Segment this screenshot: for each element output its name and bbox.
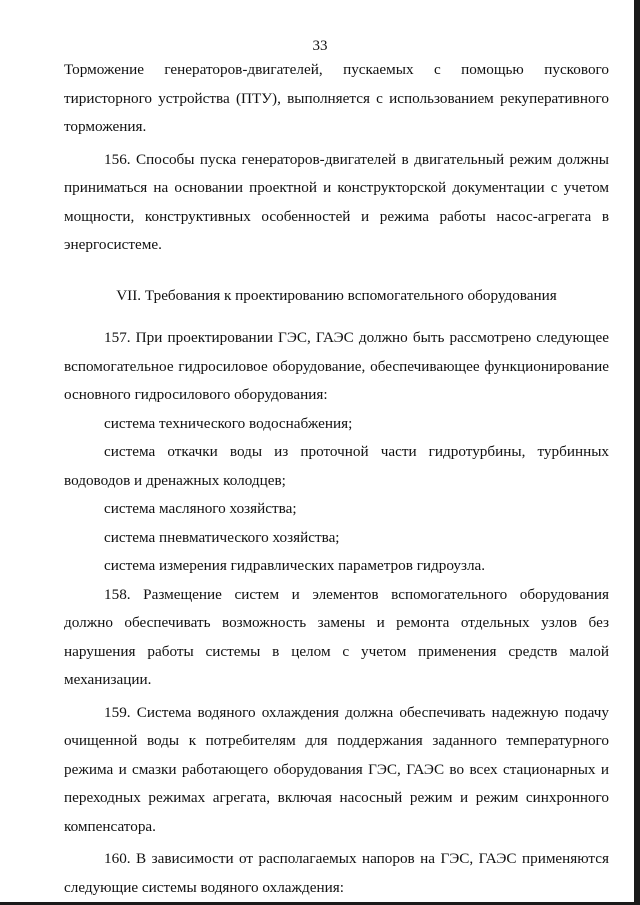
paragraph-157: 157. При проектировании ГЭС, ГАЭС должно быть рассмотрено следующее вспомогательное гидросиловое оборудование, обеспечивающее функционирование основного гидросилового оборудования:: [64, 329, 609, 403]
paragraph-158: 158. Размещение систем и элементов вспомогательного оборудования должно обеспечивать возможность замены и ремонта отдельных узлов без нарушения работы системы в целом с учетом применения средств малой механизации.: [64, 585, 609, 688]
paragraph-continuation: тиристорного устройства (ПТУ), выполняется с использованием рекуперативного торможения.: [64, 89, 609, 135]
page-number: 33: [312, 38, 328, 54]
list-item-water-supply: система технического водоснабжения;: [104, 414, 353, 432]
paragraph-160: 160. В зависимости от располагаемых напоров на ГЭС, ГАЭС применяются следующие системы водяного охлаждения:: [64, 850, 609, 896]
list-item-measurement: система измерения гидравлических параметров гидроузла.: [104, 557, 486, 574]
scan-right-edge: [634, 0, 640, 905]
list-item-pneumatic: система пневматического хозяйства;: [104, 528, 340, 546]
paragraph-156: 156. Способы пуска генераторов-двигателей в двигательный режим должны приниматься на основании проектной и конструкторской документации с учетом мощности, конструктивных особенностей и режима работы насос-агрегата в энергосистеме.: [64, 150, 609, 253]
paragraph-continuation-line1: Торможение генераторов-двигателей, пускаемых с помощью пускового: [64, 61, 609, 78]
list-item-drainage: система откачки воды из проточной части гидротурбины, турбинных водоводов и дренажных колодцев;: [64, 443, 609, 489]
list-item-oil: система масляного хозяйства;: [104, 500, 297, 517]
document-body: [64, 56, 609, 902]
paragraph-159: 159. Система водяного охлаждения должна обеспечивать надежную подачу очищенной воды к потребителям для поддержания заданного температурного режима и смазки работающего оборудования ГЭС, ГАЭС во всех стационарных и переходных режимах агрегата, включая насосный режим и режим синхронного компенсатора.: [64, 703, 609, 835]
section-heading-vii: VII. Требования к проектированию вспомогательного оборудования: [116, 286, 557, 304]
